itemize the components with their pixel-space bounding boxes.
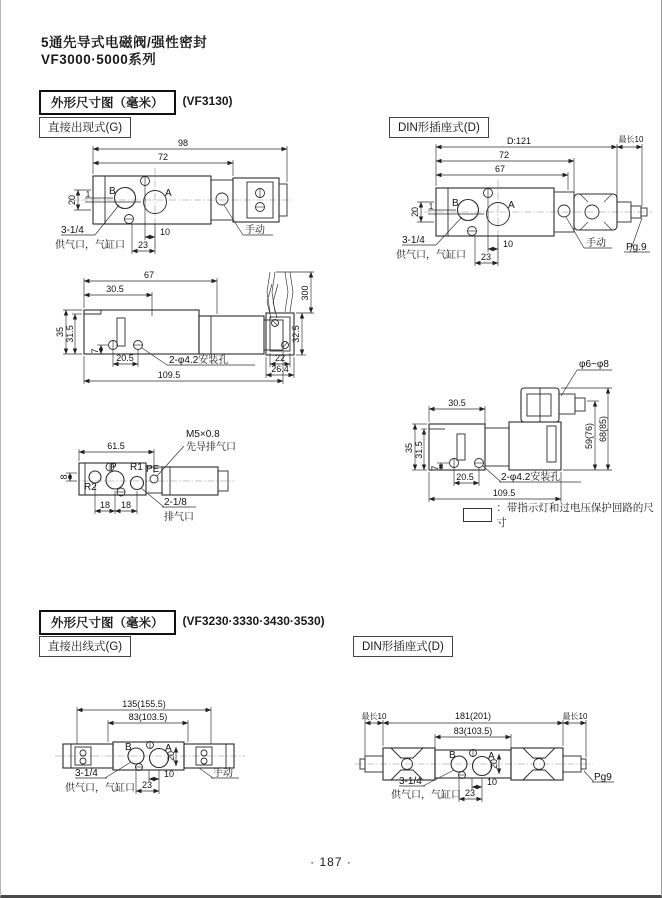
- d5-dim-31-5: 31.5: [414, 441, 424, 459]
- section1-left-type: [39, 117, 131, 138]
- d7-dim-181: 181(201): [454, 711, 492, 721]
- d5-dim-30-5: 30.5: [448, 398, 466, 408]
- d1-ports-size: 3-1/4: [61, 225, 84, 236]
- d7-port-b: B: [449, 750, 456, 761]
- d7-ports-size: 3-1/4: [399, 776, 422, 787]
- legend-box: [463, 508, 492, 522]
- d4-dim-61-5: 61.5: [107, 441, 125, 451]
- drawing-din-side-view: [404, 356, 661, 506]
- d1-dim-1: 1: [85, 190, 91, 199]
- section1-left-type-box: 直接出现式(G): [39, 117, 131, 138]
- section2-left-type: [39, 636, 131, 657]
- drawing-double-g-view: [49, 698, 314, 813]
- d3b-dim-300: 300: [300, 285, 310, 301]
- d7-dim-10: 10: [487, 777, 498, 787]
- d7-ports-label: 供气口，气缸口: [391, 790, 461, 801]
- section1-model: (VF3130): [182, 94, 233, 108]
- d7-port-a: A: [488, 751, 495, 762]
- d2-dim-d121: D:121: [506, 136, 532, 146]
- d5-dim-109-5: 109.5: [492, 488, 516, 498]
- section2-right-type: [353, 636, 453, 657]
- d1-port-b: B: [109, 186, 116, 197]
- d5-dim-35: 35: [404, 442, 414, 454]
- d6-dim-23: 23: [141, 780, 153, 790]
- d6-port-b: B: [125, 742, 132, 753]
- page-title-line2: VF3000·5000系列: [41, 52, 157, 67]
- d5-dimensions: [404, 359, 612, 502]
- d7-dim-max10-l: 最长10: [361, 712, 387, 721]
- d5-holes-label: 2-φ4.2安装孔: [501, 472, 561, 483]
- d6-manual-label: 手动: [213, 768, 233, 779]
- d3-dim-7: 7: [90, 348, 100, 354]
- d3-dim-31-5: 31.5: [65, 325, 75, 343]
- d1-dimensions: [67, 138, 287, 254]
- d5-dim-68: 68(85): [598, 415, 608, 443]
- d3b-dim-26-4: 26.4: [271, 364, 289, 374]
- d4-port-r2: R2: [84, 482, 97, 493]
- drawing-double-din-view: [351, 698, 631, 813]
- d6-dimensions: [77, 699, 211, 794]
- d2-manual-label: 手动: [586, 238, 606, 249]
- d3-dimensions: [55, 270, 286, 384]
- d4-dim-18a: 18: [99, 500, 111, 510]
- d3-holes-label: 2-φ4.2安装孔: [169, 355, 229, 366]
- d6-ports-size: 3-1/4: [75, 768, 98, 779]
- d6-dim-83: 83(103.5): [128, 712, 168, 722]
- section1-right-type: [389, 117, 489, 138]
- d2-port-b: B: [452, 198, 459, 209]
- d2-dim-72: 72: [498, 150, 510, 160]
- section2-right-type-box: DIN形插座式(D): [353, 636, 453, 657]
- d3-dim-20-5: 20.5: [116, 353, 134, 363]
- d1-manual-label: 手动: [245, 225, 265, 236]
- section2-header-box: 外形尺寸图（毫米）: [39, 610, 176, 635]
- d1-dim-72: 72: [157, 152, 169, 162]
- page-number: · 187 ·: [310, 855, 352, 869]
- d4-port-r1: R1: [130, 462, 143, 473]
- legend: [463, 500, 661, 530]
- d1-ports-label: 供气口，气缸口: [55, 240, 125, 251]
- d3b-dim-22: 22: [274, 353, 286, 363]
- d2-gland-label: Pg.9: [626, 242, 647, 253]
- d6-ports-label: 供气口，气缸口: [65, 783, 135, 794]
- d2-dim-max10: 最长10: [618, 135, 644, 144]
- drawing-din-top-view: [384, 136, 659, 271]
- d1-centerlines: [69, 168, 293, 248]
- d7-dim-83: 83(103.5): [453, 726, 493, 736]
- d4-dim-18b: 18: [120, 500, 132, 510]
- d3-dim-35: 35: [55, 326, 65, 338]
- d2-port-a: A: [508, 200, 515, 211]
- drawing-g-top-view: [41, 138, 341, 263]
- d7-labels: [391, 750, 614, 801]
- d1-dim-20: 20: [67, 194, 77, 206]
- d1-dim-10: 10: [160, 227, 171, 237]
- d1-dim-23: 23: [137, 240, 149, 250]
- section1-header-box: 外形尺寸图（毫米）: [39, 90, 176, 115]
- d2-dimensions: [410, 135, 644, 266]
- d4-dim-8: 8: [59, 474, 69, 480]
- d3-dim-67: 67: [143, 270, 155, 280]
- d6-port-a: A: [165, 743, 172, 754]
- d1-port-a: A: [165, 188, 172, 199]
- d3b-body: [266, 272, 294, 355]
- d6-dim-20: 20: [166, 750, 176, 762]
- page-title-line1: 5通先导式电磁阀/强性密封: [41, 35, 208, 50]
- d2-dim-20: 20: [410, 206, 420, 218]
- section1-header: [39, 90, 233, 115]
- d7-gland-label: Pg9: [594, 772, 612, 783]
- d5-dim-20-5: 20.5: [456, 472, 474, 482]
- d2-ports-size: 3-1/4: [402, 235, 425, 246]
- d6-dim-135: 135(155.5): [122, 699, 166, 709]
- d2-dim-67: 67: [494, 164, 506, 174]
- d4-thread: M5×0.8: [186, 429, 220, 440]
- section1-right-type-box: DIN形插座式(D): [389, 117, 489, 138]
- d7-dim-max10-r: 最长10: [562, 712, 588, 721]
- d2-dim-10: 10: [503, 239, 514, 249]
- d3-dim-30-5: 30.5: [106, 284, 124, 294]
- d2-ports-label: 供气口，气缸口: [396, 250, 466, 261]
- d5-dim-7: 7: [430, 465, 440, 471]
- drawing-port-view: [34, 423, 264, 535]
- section2-header: [39, 610, 325, 635]
- d5-cable-label: φ6~φ8: [579, 359, 609, 370]
- d7-dim-20: 20: [489, 758, 499, 770]
- d3b-dim-32-5: 32.5: [291, 325, 301, 343]
- page-title: [41, 34, 207, 68]
- d4-exhaust-label: 排气口: [164, 512, 194, 523]
- d5-dim-59: 59(76): [584, 422, 594, 450]
- d1-dim-98: 98: [177, 138, 189, 148]
- d4-exhaust-size: 2-1/8: [164, 497, 187, 508]
- d4-port-p: P: [110, 462, 117, 473]
- d7-dim-23: 23: [464, 788, 476, 798]
- drawing-end-view: [254, 260, 364, 390]
- d2-dim-23: 23: [480, 252, 492, 262]
- section2-left-type-box: 直接出线式(G): [39, 636, 131, 657]
- section2-model: (VF3230·3330·3430·3530): [182, 614, 325, 628]
- d3-dim-109-5: 109.5: [157, 370, 181, 380]
- d4-port-pe: PE: [146, 464, 160, 475]
- d2-dim-1: 1: [428, 202, 434, 211]
- d4-pilot-port: 先导排气口: [186, 442, 236, 453]
- legend-text: ：带指示灯和过电压保护回路的尺寸: [496, 502, 654, 529]
- d6-dim-10: 10: [164, 769, 175, 779]
